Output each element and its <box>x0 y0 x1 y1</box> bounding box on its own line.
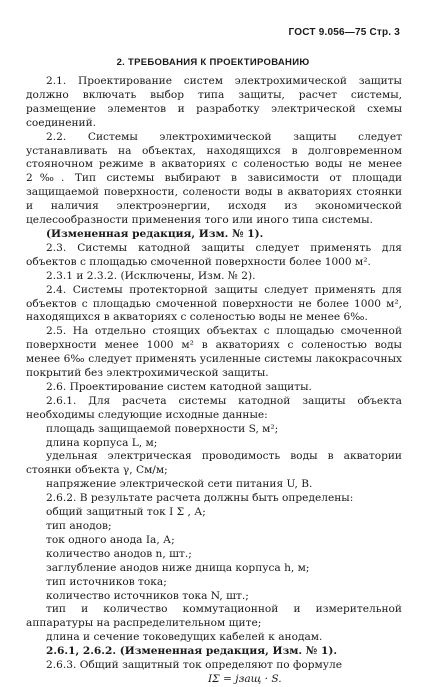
paragraph-2-4: 2.4. Системы протекторной защиты следует применять для объектов с площадью смоченной поверхности не более 1000 м², находящихся в акваториях с соленостью воды не менее 6‰. <box>26 283 402 324</box>
paragraph-2-6-2: 2.6.2. В результате расчета должны быть определены: <box>46 492 354 505</box>
list-item: тип анодов; <box>46 520 112 532</box>
paragraph-2-6-3: 2.6.3. Общий защитный ток определяют по формуле <box>46 659 342 672</box>
list-item: напряжение электрической сети питания U, В. <box>46 478 313 491</box>
paragraph-2-3: 2.3. Системы катодной защиты следует применять для объектов с площадью смоченной поверхности более 1000 м². <box>26 241 402 268</box>
list-item: количество источников тока N, шт.; <box>46 589 249 602</box>
list-item: длина корпуса L, м; <box>46 436 158 449</box>
formula: IΣ = jзащ · S. <box>208 672 282 685</box>
running-header: ГОСТ 9.056—75 Стр. 3 <box>288 27 400 38</box>
paragraph-2-6: 2.6. Проектирование систем катодной защиты. <box>46 380 312 393</box>
list-item: тип источников тока; <box>46 575 167 588</box>
list-item: ток одного анода Iа, А; <box>46 533 175 546</box>
paragraph-2-5: 2.5. На отдельно стоящих объектах с площадью смоченной поверхности менее 1000 м² в акваториях с соленостью воды менее 6‰ следует применять усиленные системы лакокрасочных покрытий без электрохимической защиты. <box>26 325 402 380</box>
amendment-note: 2.6.1, 2.6.2. (Измененная редакция, Изм. № 1). <box>46 645 338 658</box>
list-item: длина и сечение токоведущих кабелей к анодам. <box>46 631 323 644</box>
document-body <box>26 75 402 687</box>
paragraph-2-1: 2.1. Проектирование систем электрохимической защиты должно включать выбор типа защиты, расчет системы, размещение элементов и разработку электрической схемы соединений. <box>26 75 402 129</box>
list-item: площадь защищаемой поверхности S, м²; <box>46 422 279 435</box>
list-item: удельная электрическая проводимость воды в акватории стоянки объекта γ, См/м; <box>26 450 402 477</box>
section-title: 2. ТРЕБОВАНИЯ К ПРОЕКТИРОВАНИЮ <box>116 57 310 68</box>
list-item: общий защитный ток I Σ , А; <box>46 506 206 519</box>
paragraph-2-2: 2.2. Системы электрохимической защиты следует устанавливать на объектах, находящихся в долговременном стояночном режиме в акваториях с соленостью воды не менее 2‰. Тип системы выбирают в зависимости от площади защищаемой поверхности, солености воды в акваториях стоянки и наличия электроэнергии, исходя из экономической целесообразности применения того или иного типа системы. <box>26 130 402 227</box>
amendment-note: (Измененная редакция, Изм. № 1). <box>46 227 264 240</box>
list-item: заглубление анодов ниже днища корпуса h, м; <box>46 561 310 574</box>
paragraph-2-3-1: 2.3.1 и 2.3.2. (Исключены, Изм. № 2). <box>46 269 256 282</box>
list-item: количество анодов n, шт.; <box>46 547 192 560</box>
list-item: тип и количество коммутационной и измерительной аппаратуры на распределительном щите; <box>26 603 402 630</box>
paragraph-2-6-1: 2.6.1. Для расчета системы катодной защиты объекта необходимы следующие исходные данные: <box>26 394 402 421</box>
